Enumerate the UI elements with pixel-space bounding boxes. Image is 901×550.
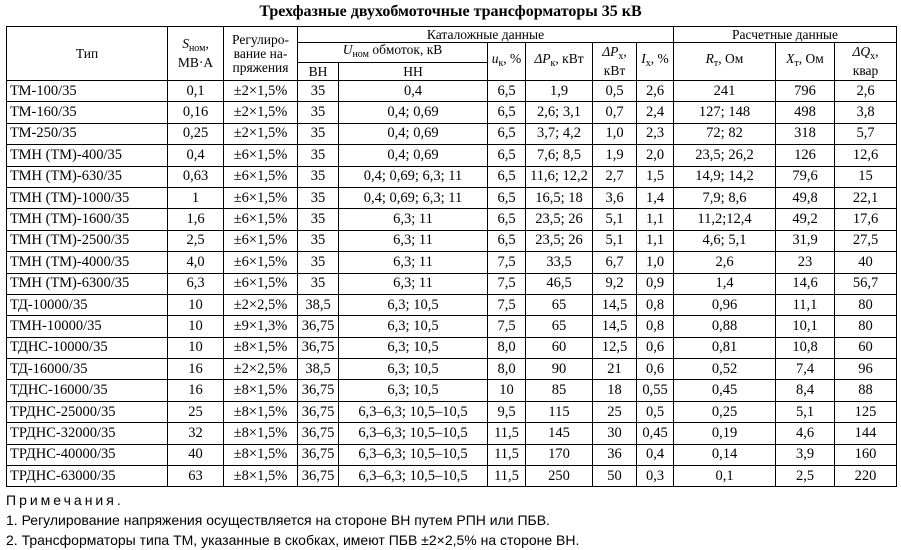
cell-dqx: 160 <box>835 444 897 465</box>
cell-ix: 0,5 <box>637 401 674 422</box>
cell-dpk: 11,6; 12,2 <box>526 166 593 187</box>
cell-dpk: 85 <box>526 380 593 401</box>
cell-nn: 0,4; 0,69; 6,3; 11 <box>339 187 488 208</box>
cell-rt: 72; 82 <box>674 123 776 144</box>
cell-snom: 2,5 <box>168 230 224 251</box>
cell-vn: 35 <box>298 166 339 187</box>
cell-ix: 0,8 <box>637 316 674 337</box>
cell-vn: 35 <box>298 102 339 123</box>
cell-dqx: 27,5 <box>835 230 897 251</box>
cell-dpx: 30 <box>593 423 637 444</box>
cell-rt: 4,6; 5,1 <box>674 230 776 251</box>
cell-type: ТД-16000/35 <box>7 359 168 380</box>
cell-rt: 0,96 <box>674 294 776 315</box>
notes-caption: Примечания. <box>6 492 124 508</box>
cell-nn: 6,3–6,3; 10,5–10,5 <box>339 423 488 444</box>
cell-dpx: 1,9 <box>593 145 637 166</box>
cell-dqx: 5,7 <box>835 123 897 144</box>
cell-dqx: 144 <box>835 423 897 444</box>
cell-xt: 318 <box>776 123 835 144</box>
cell-type: ТМН (ТМ)-2500/35 <box>7 230 168 251</box>
cell-dpk: 250 <box>526 466 593 487</box>
cell-xt: 498 <box>776 102 835 123</box>
cell-dpx: 3,6 <box>593 187 637 208</box>
cell-nn: 0,4 <box>339 81 488 102</box>
cell-dpk: 90 <box>526 359 593 380</box>
cell-nn: 6,3–6,3; 10,5–10,5 <box>339 401 488 422</box>
cell-nn: 6,3; 11 <box>339 252 488 273</box>
cell-snom: 6,3 <box>168 273 224 294</box>
cell-dqx: 56,7 <box>835 273 897 294</box>
cell-snom: 10 <box>168 316 224 337</box>
cell-nn: 6,3; 10,5 <box>339 294 488 315</box>
cell-nn: 0,4; 0,69 <box>339 123 488 144</box>
table-row <box>7 102 897 123</box>
cell-regulation: ±6×1,5% <box>224 187 298 208</box>
cell-type: ТРДНС-40000/35 <box>7 444 168 465</box>
cell-vn: 36,75 <box>298 423 339 444</box>
table-row <box>7 423 897 444</box>
cell-regulation: ±6×1,5% <box>224 230 298 251</box>
cell-dpk: 16,5; 18 <box>526 187 593 208</box>
cell-dpk: 7,6; 8,5 <box>526 145 593 166</box>
cell-nn: 6,3; 10,5 <box>339 380 488 401</box>
cell-rt: 241 <box>674 81 776 102</box>
header-xt: $X_т$, Ом <box>776 43 835 81</box>
cell-regulation: ±8×1,5% <box>224 466 298 487</box>
cell-uk: 11,5 <box>488 466 526 487</box>
cell-dpx: 2,7 <box>593 166 637 187</box>
cell-dqx: 2,6 <box>835 81 897 102</box>
cell-vn: 36,75 <box>298 466 339 487</box>
cell-snom: 25 <box>168 401 224 422</box>
cell-rt: 0,88 <box>674 316 776 337</box>
cell-type: ТМ-250/35 <box>7 123 168 144</box>
cell-type: ТДНС-16000/35 <box>7 380 168 401</box>
cell-dpk: 2,6; 3,1 <box>526 102 593 123</box>
cell-nn: 6,3; 10,5 <box>339 316 488 337</box>
cell-type: ТМН (ТМ)-1000/35 <box>7 187 168 208</box>
cell-regulation: ±8×1,5% <box>224 444 298 465</box>
cell-ix: 0,6 <box>637 359 674 380</box>
cell-rt: 14,9; 14,2 <box>674 166 776 187</box>
cell-xt: 49,8 <box>776 187 835 208</box>
header-vn: ВН <box>298 63 339 81</box>
cell-uk: 10 <box>488 380 526 401</box>
cell-type: ТРДНС-63000/35 <box>7 466 168 487</box>
cell-dpx: 5,1 <box>593 230 637 251</box>
cell-dpk: 23,5; 26 <box>526 209 593 230</box>
cell-rt: 1,4 <box>674 273 776 294</box>
cell-dpx: 14,5 <box>593 294 637 315</box>
cell-type: ТМН (ТМ)-4000/35 <box>7 252 168 273</box>
cell-dqx: 88 <box>835 380 897 401</box>
cell-snom: 0,16 <box>168 102 224 123</box>
cell-rt: 127; 148 <box>674 102 776 123</box>
cell-dpx: 14,5 <box>593 316 637 337</box>
cell-dqx: 17,6 <box>835 209 897 230</box>
header-calculated: Расчетные данные <box>674 27 897 43</box>
cell-dqx: 96 <box>835 359 897 380</box>
cell-dpk: 145 <box>526 423 593 444</box>
cell-nn: 6,3–6,3; 10,5–10,5 <box>339 444 488 465</box>
cell-uk: 6,5 <box>488 81 526 102</box>
cell-nn: 6,3–6,3; 10,5–10,5 <box>339 466 488 487</box>
cell-uk: 8,0 <box>488 359 526 380</box>
cell-nn: 6,3; 10,5 <box>339 359 488 380</box>
cell-dqx: 12,6 <box>835 145 897 166</box>
cell-uk: 6,5 <box>488 145 526 166</box>
cell-dpx: 12,5 <box>593 337 637 358</box>
table-row <box>7 316 897 337</box>
cell-xt: 5,1 <box>776 401 835 422</box>
cell-vn: 35 <box>298 209 339 230</box>
cell-dpx: 1,0 <box>593 123 637 144</box>
cell-vn: 36,75 <box>298 380 339 401</box>
cell-type: ТМН (ТМ)-6300/35 <box>7 273 168 294</box>
cell-dpk: 60 <box>526 337 593 358</box>
cell-vn: 36,75 <box>298 316 339 337</box>
header-type: Тип <box>7 27 168 81</box>
table-row <box>7 230 897 251</box>
cell-vn: 38,5 <box>298 359 339 380</box>
cell-ix: 0,9 <box>637 273 674 294</box>
cell-snom: 40 <box>168 444 224 465</box>
table-row <box>7 123 897 144</box>
transformer-table <box>6 26 897 487</box>
cell-dpk: 23,5; 26 <box>526 230 593 251</box>
cell-ix: 0,55 <box>637 380 674 401</box>
cell-uk: 8,0 <box>488 337 526 358</box>
cell-regulation: ±6×1,5% <box>224 209 298 230</box>
cell-snom: 16 <box>168 359 224 380</box>
cell-dpk: 170 <box>526 444 593 465</box>
cell-xt: 11,1 <box>776 294 835 315</box>
cell-ix: 1,1 <box>637 230 674 251</box>
cell-ix: 2,3 <box>637 123 674 144</box>
cell-snom: 0,4 <box>168 145 224 166</box>
cell-dpk: 33,5 <box>526 252 593 273</box>
cell-type: ТД-10000/35 <box>7 294 168 315</box>
cell-xt: 7,4 <box>776 359 835 380</box>
cell-rt: 0,52 <box>674 359 776 380</box>
cell-dqx: 80 <box>835 316 897 337</box>
cell-regulation: ±6×1,5% <box>224 273 298 294</box>
table-row <box>7 166 897 187</box>
table-row <box>7 401 897 422</box>
cell-xt: 14,6 <box>776 273 835 294</box>
cell-dpk: 1,9 <box>526 81 593 102</box>
header-catalog: Каталожные данные <box>298 27 674 43</box>
table-row <box>7 81 897 102</box>
cell-regulation: ±2×2,5% <box>224 359 298 380</box>
table-body <box>7 81 897 487</box>
cell-rt: 0,81 <box>674 337 776 358</box>
cell-dqx: 60 <box>835 337 897 358</box>
cell-rt: 0,14 <box>674 444 776 465</box>
cell-ix: 0,3 <box>637 466 674 487</box>
cell-regulation: ±8×1,5% <box>224 337 298 358</box>
cell-snom: 1 <box>168 187 224 208</box>
cell-snom: 4,0 <box>168 252 224 273</box>
cell-dpx: 50 <box>593 466 637 487</box>
cell-type: ТМ-160/35 <box>7 102 168 123</box>
cell-uk: 6,5 <box>488 123 526 144</box>
cell-regulation: ±2×2,5% <box>224 294 298 315</box>
cell-ix: 2,4 <box>637 102 674 123</box>
header-regulation: Регулиро- вание на- пряжения <box>224 27 298 81</box>
cell-snom: 0,25 <box>168 123 224 144</box>
cell-type: ТДНС-10000/35 <box>7 337 168 358</box>
cell-dpx: 36 <box>593 444 637 465</box>
cell-ix: 2,6 <box>637 81 674 102</box>
cell-ix: 0,8 <box>637 294 674 315</box>
cell-regulation: ±8×1,5% <box>224 380 298 401</box>
cell-xt: 79,6 <box>776 166 835 187</box>
cell-dpx: 25 <box>593 401 637 422</box>
cell-uk: 7,5 <box>488 316 526 337</box>
cell-vn: 36,75 <box>298 337 339 358</box>
cell-nn: 6,3; 11 <box>339 209 488 230</box>
table-row <box>7 380 897 401</box>
cell-xt: 10,8 <box>776 337 835 358</box>
cell-nn: 6,3; 10,5 <box>339 337 488 358</box>
cell-xt: 2,5 <box>776 466 835 487</box>
cell-snom: 63 <box>168 466 224 487</box>
cell-regulation: ±6×1,5% <box>224 145 298 166</box>
cell-dpx: 0,5 <box>593 81 637 102</box>
cell-dqx: 80 <box>835 294 897 315</box>
cell-rt: 0,45 <box>674 380 776 401</box>
cell-type: ТРДНС-32000/35 <box>7 423 168 444</box>
header-unom: $U_{ном}$ обмоток, кВ <box>298 43 488 63</box>
cell-xt: 4,6 <box>776 423 835 444</box>
cell-type: ТРДНС-25000/35 <box>7 401 168 422</box>
cell-uk: 6,5 <box>488 187 526 208</box>
cell-regulation: ±2×1,5% <box>224 102 298 123</box>
cell-ix: 1,1 <box>637 209 674 230</box>
note-item: 1. Регулирование напряжения осуществляется на стороне ВН путем РПН или ПБВ. <box>6 512 550 528</box>
cell-regulation: ±6×1,5% <box>224 252 298 273</box>
cell-snom: 1,6 <box>168 209 224 230</box>
cell-snom: 0,63 <box>168 166 224 187</box>
header-uk: $u_к$, % <box>488 43 526 81</box>
cell-type: ТМ-100/35 <box>7 81 168 102</box>
header-snom: $S_{ном}$, МВ·А <box>168 27 224 81</box>
cell-rt: 11,2;12,4 <box>674 209 776 230</box>
header-dqx: $\Delta Q_х$, квар <box>835 43 897 81</box>
table-row <box>7 252 897 273</box>
cell-regulation: ±9×1,3% <box>224 316 298 337</box>
cell-vn: 36,75 <box>298 444 339 465</box>
cell-xt: 796 <box>776 81 835 102</box>
cell-ix: 2,0 <box>637 145 674 166</box>
cell-dpk: 65 <box>526 294 593 315</box>
cell-nn: 0,4; 0,69 <box>339 102 488 123</box>
cell-regulation: ±2×1,5% <box>224 123 298 144</box>
table-row <box>7 359 897 380</box>
cell-snom: 0,1 <box>168 81 224 102</box>
cell-nn: 0,4; 0,69 <box>339 145 488 166</box>
table-row <box>7 466 897 487</box>
cell-dpx: 18 <box>593 380 637 401</box>
cell-rt: 7,9; 8,6 <box>674 187 776 208</box>
cell-regulation: ±6×1,5% <box>224 166 298 187</box>
cell-dpk: 3,7; 4,2 <box>526 123 593 144</box>
cell-type: ТМН (ТМ)-630/35 <box>7 166 168 187</box>
table-title: Трехфазные двухобмоточные трансформаторы 35 кВ <box>259 3 642 20</box>
cell-ix: 1,4 <box>637 187 674 208</box>
cell-xt: 8,4 <box>776 380 835 401</box>
cell-uk: 6,5 <box>488 230 526 251</box>
cell-dpk: 46,5 <box>526 273 593 294</box>
cell-uk: 7,5 <box>488 252 526 273</box>
note-item: 2. Трансформаторы типа ТМ, указанные в скобках, имеют ПБВ ±2×2,5% на стороне ВН. <box>6 532 580 548</box>
cell-uk: 11,5 <box>488 444 526 465</box>
table-row <box>7 209 897 230</box>
header-nn: НН <box>339 63 488 81</box>
cell-vn: 35 <box>298 145 339 166</box>
notes <box>6 490 579 550</box>
cell-vn: 35 <box>298 273 339 294</box>
cell-regulation: ±2×1,5% <box>224 81 298 102</box>
table-row <box>7 145 897 166</box>
cell-vn: 38,5 <box>298 294 339 315</box>
table-row <box>7 273 897 294</box>
cell-snom: 32 <box>168 423 224 444</box>
header-dpx: $\Delta P_х$, кВт <box>593 43 637 81</box>
cell-uk: 6,5 <box>488 102 526 123</box>
cell-dpx: 0,7 <box>593 102 637 123</box>
cell-dqx: 125 <box>835 401 897 422</box>
cell-rt: 23,5; 26,2 <box>674 145 776 166</box>
cell-rt: 0,19 <box>674 423 776 444</box>
cell-nn: 0,4; 0,69; 6,3; 11 <box>339 166 488 187</box>
cell-dpx: 21 <box>593 359 637 380</box>
cell-type: ТМН (ТМ)-400/35 <box>7 145 168 166</box>
cell-ix: 0,6 <box>637 337 674 358</box>
cell-ix: 1,5 <box>637 166 674 187</box>
cell-dpk: 115 <box>526 401 593 422</box>
cell-dpx: 9,2 <box>593 273 637 294</box>
cell-vn: 35 <box>298 81 339 102</box>
cell-dpx: 5,1 <box>593 209 637 230</box>
cell-xt: 126 <box>776 145 835 166</box>
cell-rt: 0,1 <box>674 466 776 487</box>
cell-vn: 35 <box>298 252 339 273</box>
header-ix: $I_х$, % <box>637 43 674 81</box>
cell-regulation: ±8×1,5% <box>224 423 298 444</box>
cell-xt: 49,2 <box>776 209 835 230</box>
cell-uk: 11,5 <box>488 423 526 444</box>
cell-dqx: 3,8 <box>835 102 897 123</box>
cell-snom: 10 <box>168 294 224 315</box>
cell-dpk: 65 <box>526 316 593 337</box>
table-row <box>7 187 897 208</box>
cell-vn: 36,75 <box>298 401 339 422</box>
cell-rt: 0,25 <box>674 401 776 422</box>
cell-dpx: 6,7 <box>593 252 637 273</box>
cell-regulation: ±8×1,5% <box>224 401 298 422</box>
cell-dqx: 15 <box>835 166 897 187</box>
table-row <box>7 294 897 315</box>
cell-type: ТМН (ТМ)-1600/35 <box>7 209 168 230</box>
cell-vn: 35 <box>298 123 339 144</box>
cell-rt: 2,6 <box>674 252 776 273</box>
cell-vn: 35 <box>298 187 339 208</box>
cell-uk: 6,5 <box>488 209 526 230</box>
cell-dqx: 40 <box>835 252 897 273</box>
table-row <box>7 444 897 465</box>
cell-nn: 6,3; 11 <box>339 230 488 251</box>
cell-uk: 7,5 <box>488 273 526 294</box>
cell-uk: 9,5 <box>488 401 526 422</box>
cell-ix: 0,45 <box>637 423 674 444</box>
cell-vn: 35 <box>298 230 339 251</box>
cell-type: ТМН-10000/35 <box>7 316 168 337</box>
cell-snom: 16 <box>168 380 224 401</box>
table-row <box>7 337 897 358</box>
cell-uk: 7,5 <box>488 294 526 315</box>
cell-dqx: 220 <box>835 466 897 487</box>
cell-xt: 31,9 <box>776 230 835 251</box>
cell-ix: 0,4 <box>637 444 674 465</box>
header-dpk: $\Delta P_к$, кВт <box>526 43 593 81</box>
cell-ix: 1,0 <box>637 252 674 273</box>
cell-snom: 10 <box>168 337 224 358</box>
header-rt: $R_т$, Ом <box>674 43 776 81</box>
cell-nn: 6,3; 11 <box>339 273 488 294</box>
cell-uk: 6,5 <box>488 166 526 187</box>
cell-xt: 3,9 <box>776 444 835 465</box>
cell-xt: 10,1 <box>776 316 835 337</box>
cell-xt: 23 <box>776 252 835 273</box>
cell-dqx: 22,1 <box>835 187 897 208</box>
